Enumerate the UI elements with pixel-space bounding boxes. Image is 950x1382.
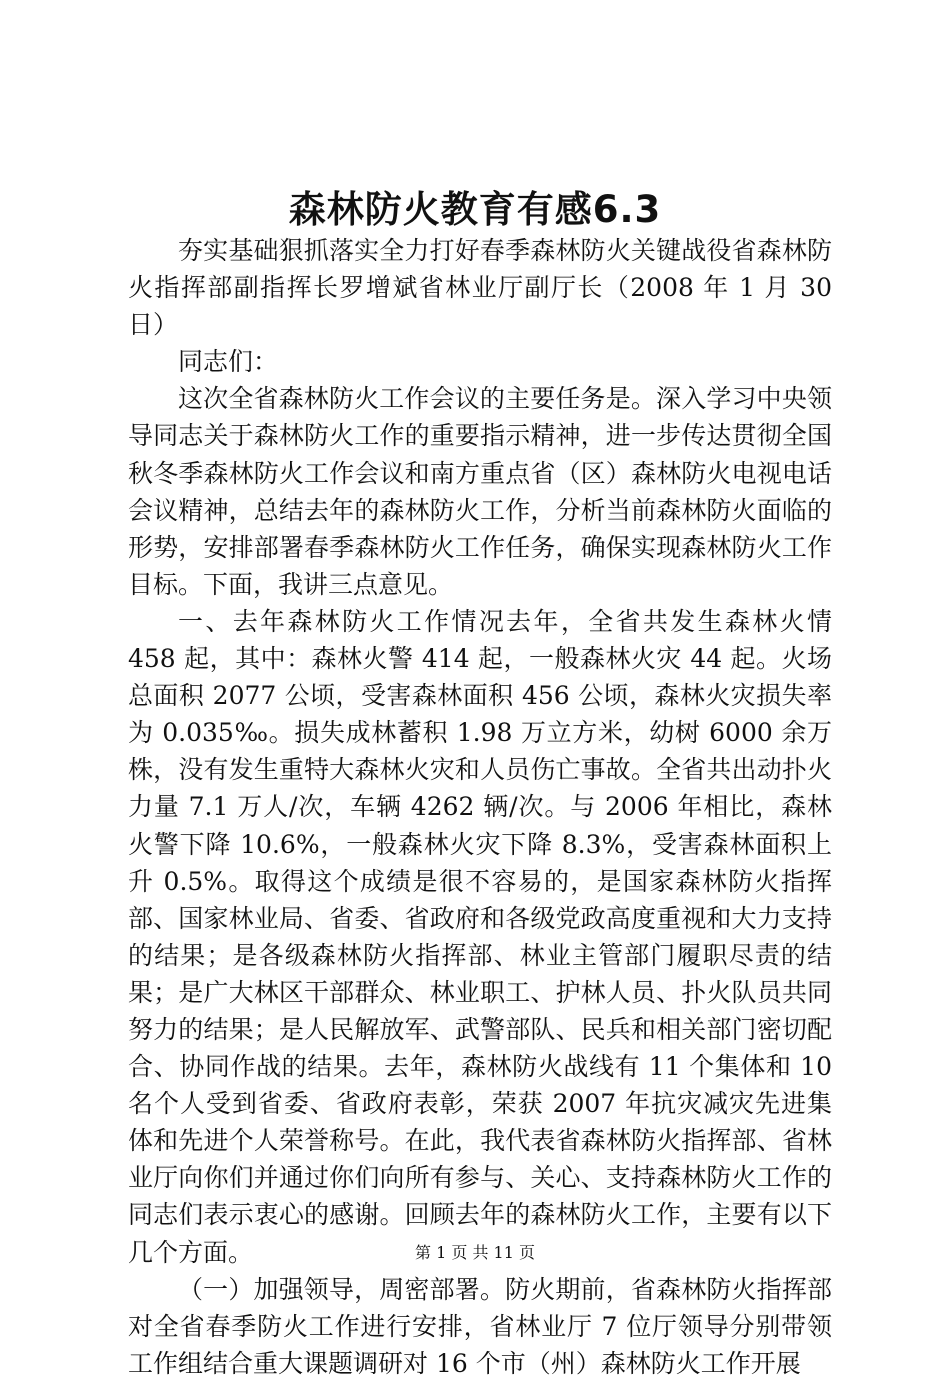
page-footer: 第 1 页 共 11 页: [415, 1243, 535, 1262]
paragraph-salutation: 同志们：: [178, 347, 279, 377]
paragraph-subsection-one: （一）加强领导，周密部署。防火期前，省森林防火指挥部对全省春季防火工作进行安排，省林业厅 7 位厅领导分别带领工作组结合重大课题调研对 16 个市（州）森林防火工作开展: [128, 1274, 832, 1378]
paragraph-subtitle: 夯实基础狠抓落实全力打好春季森林防火关键战役省森林防火指挥部副指挥长罗增斌省林业厅副厅长（2008 年 1 月 30 日）: [128, 236, 832, 340]
paragraph-section-one: 一、去年森林防火工作情况去年，全省共发生森林火情 458 起，其中：森林火警 414 起，一般森林火灾 44 起。火场总面积 2077 公顷，受害森林面积 456 公顷，森林火灾损失率为 0.035‰。损失成林蓄积 1.98 万立方米，幼树 6000 余万株，没有发生重特大森林火灾和人员伤亡事故。全省共出动扑火力量 7.1 万人/次，车辆 4262 辆/次。与 2006 年相比，森林火警下降 10.6%，一般森林火灾下降 8.3%，受害森林面积上升 0.5%。取得这个成绩是很不容易的，是国家森林防火指挥部、国家林业局、省委、省政府和各级党政高度重视和大力支持的结果；是各级森林防火指挥部、林业主管部门履职尽责的结果；是广大林区干部群众、林业职工、护林人员、扑火队员共同努力的结果；是人民解放军、武警部队、民兵和相关部门密切配合、协同作战的结果。去年，森林防火战线有 11 个集体和 10 名个人受到省委、省政府表彰，荣获 2007 年抗灾减灾先进集体和先进个人荣誉称号。在此，我代表省森林防火指挥部、省林业厅向你们并通过你们向所有参与、关心、支持森林防火工作的同志们表示衷心的感谢。回顾去年的森林防火工作，主要有以下几个方面。: [128, 606, 832, 1267]
document-title: 森林防火教育有感6.3: [288, 188, 662, 231]
paragraph-intro: 这次全省森林防火工作会议的主要任务是。深入学习中央领导同志关于森林防火工作的重要指示精神，进一步传达贯彻全国秋冬季森林防火工作会议和南方重点省（区）森林防火电视电话会议精神，总结去年的森林防火工作，分析当前森林防火面临的形势，安排部署春季森林防火工作任务，确保实现森林防火工作目标。下面，我讲三点意见。: [128, 384, 832, 599]
document-body: [128, 232, 832, 1382]
